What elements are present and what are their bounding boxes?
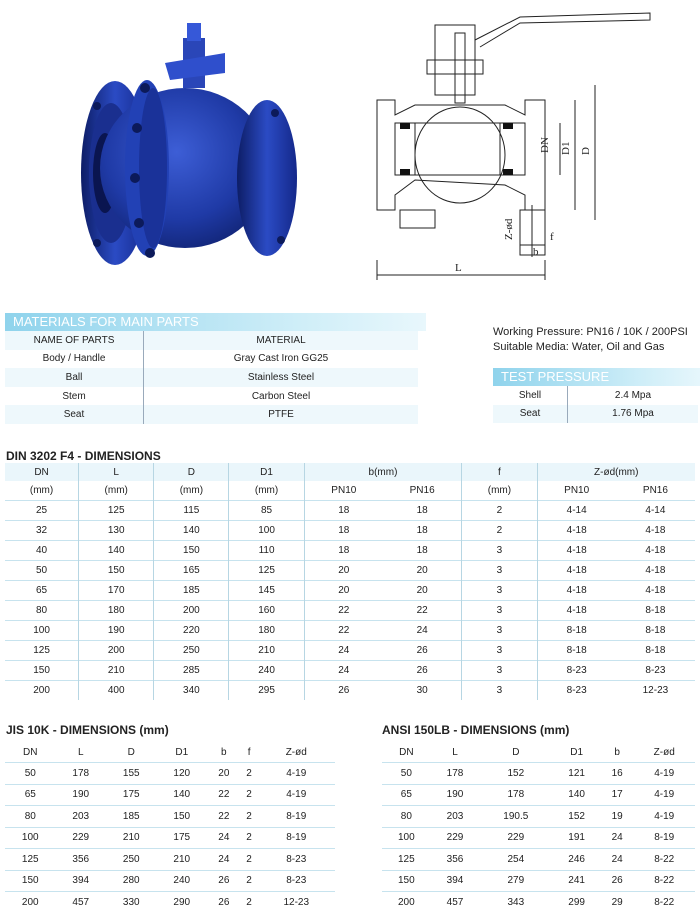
table-cell: 4-18: [616, 521, 695, 541]
table-cell: 100: [229, 521, 304, 541]
table-cell: 210: [79, 661, 154, 681]
table-cell: 3: [462, 641, 537, 661]
table-row: [5, 405, 418, 424]
table-cell: 8-18: [616, 601, 695, 621]
table-cell: 340: [154, 681, 229, 701]
table-cell: 18: [383, 501, 462, 521]
table-cell: 155: [106, 763, 157, 785]
table-cell: 8-19: [633, 827, 695, 849]
materials-title: MATERIALS FOR MAIN PARTS: [5, 313, 426, 331]
table-cell: 50: [5, 561, 79, 581]
table-cell: 18: [383, 521, 462, 541]
ansi-title: ANSI 150LB - DIMENSIONS (mm): [382, 723, 570, 737]
table-cell: 240: [229, 661, 304, 681]
table-cell: 18: [383, 541, 462, 561]
table-cell: 220: [154, 621, 229, 641]
drawing-label-f: f: [550, 231, 554, 243]
table-cell: 8-22: [633, 892, 695, 913]
table-cell: 19: [601, 806, 633, 828]
din-unit: (mm): [462, 481, 537, 501]
table-cell: 2: [241, 763, 258, 785]
table-cell: 4-18: [537, 541, 616, 561]
table-cell: 22: [304, 621, 383, 641]
test-value: 2.4 Mpa: [614, 389, 652, 401]
table-header-row: [382, 742, 695, 763]
table-cell: 4-18: [616, 541, 695, 561]
table-cell: 200: [5, 681, 79, 701]
table-row: [5, 641, 695, 661]
table-cell: 8-18: [537, 621, 616, 641]
table-row: [5, 368, 418, 387]
table-cell: 2: [241, 827, 258, 849]
table-cell: 210: [229, 641, 304, 661]
table-row: [5, 621, 695, 641]
table-cell: 8-23: [616, 661, 695, 681]
table-row: [382, 784, 695, 806]
materials-header-material: MATERIAL: [144, 331, 419, 350]
table-cell: 175: [157, 827, 208, 849]
table-cell: 343: [479, 892, 552, 913]
table-row: [5, 806, 335, 828]
table-row: [5, 827, 335, 849]
table-cell: 8-22: [633, 870, 695, 892]
table-row: [382, 806, 695, 828]
table-cell: 24: [207, 849, 241, 871]
ansi-dimensions-table: [382, 742, 695, 913]
drawing-label-l: L: [455, 262, 462, 274]
table-cell: 4-19: [258, 784, 336, 806]
table-cell: 140: [79, 541, 154, 561]
table-cell: 8-23: [537, 661, 616, 681]
table-cell: 26: [207, 870, 241, 892]
table-cell: 190: [431, 784, 480, 806]
jis-title: JIS 10K - DIMENSIONS (mm): [6, 723, 169, 737]
table-cell: 85: [229, 501, 304, 521]
table-row: [5, 763, 335, 785]
table-cell: 4-19: [633, 763, 695, 785]
table-cell: 8-19: [258, 806, 336, 828]
table-cell: 2: [241, 849, 258, 871]
ansi-col-header: L: [452, 746, 458, 758]
table-cell: 210: [106, 827, 157, 849]
table-cell: 185: [154, 581, 229, 601]
table-cell: 330: [106, 892, 157, 913]
table-row: [493, 386, 698, 405]
table-cell: 290: [157, 892, 208, 913]
table-cell: 4-18: [537, 561, 616, 581]
table-cell: 16: [601, 763, 633, 785]
table-cell: 24: [601, 849, 633, 871]
din-col-zod: Z-ød(mm): [537, 463, 695, 481]
table-cell: 200: [382, 892, 431, 913]
table-cell: 17: [601, 784, 633, 806]
table-cell: 8-19: [258, 827, 336, 849]
working-conditions: [493, 325, 698, 355]
table-cell: 246: [552, 849, 601, 871]
table-cell: 100: [5, 621, 79, 641]
din-title: DIN 3202 F4 - DIMENSIONS: [6, 449, 161, 463]
table-cell: 20: [383, 581, 462, 601]
table-cell: 29: [601, 892, 633, 913]
part-name: Seat: [5, 405, 144, 424]
drawing-label-d: D: [580, 147, 592, 155]
table-cell: 4-18: [616, 561, 695, 581]
jis-col-header: L: [77, 746, 84, 758]
table-cell: 3: [462, 621, 537, 641]
table-row: [5, 387, 418, 406]
table-header-row: [5, 463, 695, 481]
jis-dimensions-table: [5, 742, 335, 913]
table-cell: 394: [56, 870, 107, 892]
table-row: [5, 849, 335, 871]
table-cell: 178: [479, 784, 552, 806]
din-col-dn: DN: [5, 463, 79, 481]
table-cell: 4-19: [633, 784, 695, 806]
table-row: [5, 501, 695, 521]
table-cell: 3: [462, 681, 537, 701]
table-cell: 26: [601, 870, 633, 892]
table-cell: 356: [431, 849, 480, 871]
din-unit: (mm): [79, 481, 154, 501]
table-cell: 26: [304, 681, 383, 701]
table-cell: 125: [229, 561, 304, 581]
table-cell: 65: [382, 784, 431, 806]
ansi-col-header: D1: [570, 746, 584, 758]
table-row: [5, 541, 695, 561]
table-cell: 18: [304, 521, 383, 541]
table-subheader-row: [5, 481, 695, 501]
table-cell: 229: [479, 827, 552, 849]
table-header-row: [5, 742, 335, 763]
table-cell: 125: [5, 849, 56, 871]
table-cell: 20: [383, 561, 462, 581]
table-cell: 4-19: [258, 763, 336, 785]
part-name: Ball: [5, 368, 144, 387]
ball-valve-photo: [75, 18, 305, 273]
table-cell: 2: [462, 501, 537, 521]
table-cell: 22: [207, 784, 241, 806]
table-cell: 394: [431, 870, 480, 892]
din-unit: (mm): [154, 481, 229, 501]
table-cell: 125: [79, 501, 154, 521]
table-row: [5, 521, 695, 541]
part-material: Carbon Steel: [251, 390, 311, 402]
table-cell: 4-14: [537, 501, 616, 521]
table-cell: 150: [382, 870, 431, 892]
ansi-col-header: b: [614, 746, 620, 758]
table-cell: 241: [552, 870, 601, 892]
table-cell: 24: [601, 827, 633, 849]
table-cell: 24: [304, 641, 383, 661]
table-cell: 4-18: [537, 581, 616, 601]
ansi-col-header: D: [512, 746, 520, 758]
suitable-media: Suitable Media: Water, Oil and Gas: [493, 341, 665, 353]
materials-header-name: NAME OF PARTS: [5, 331, 144, 350]
table-cell: 4-18: [537, 521, 616, 541]
din-sub-pn10: PN10: [564, 485, 590, 496]
table-cell: 280: [106, 870, 157, 892]
table-cell: 26: [383, 641, 462, 661]
part-material: PTFE: [144, 405, 419, 424]
table-cell: 8-23: [258, 870, 336, 892]
table-cell: 115: [154, 501, 229, 521]
table-cell: 229: [431, 827, 480, 849]
table-cell: 2: [241, 892, 258, 913]
table-cell: 190: [79, 621, 154, 641]
table-cell: 26: [207, 892, 241, 913]
table-cell: 80: [5, 806, 56, 828]
table-cell: 12-23: [258, 892, 336, 913]
table-cell: 180: [79, 601, 154, 621]
table-cell: 140: [154, 521, 229, 541]
jis-col-header: Z-ød: [285, 746, 307, 758]
table-cell: 65: [5, 581, 79, 601]
din-unit: (mm): [5, 481, 79, 501]
table-row: [5, 581, 695, 601]
table-cell: 145: [229, 581, 304, 601]
table-row: [5, 331, 418, 350]
table-row: [382, 827, 695, 849]
drawing-label-zod: Z-ød: [503, 218, 515, 240]
table-cell: 457: [431, 892, 480, 913]
din-col-l: L: [79, 463, 154, 481]
table-cell: 8-18: [537, 641, 616, 661]
table-cell: 140: [157, 784, 208, 806]
drawing-label-b: b: [533, 246, 539, 258]
table-row: [5, 784, 335, 806]
din-sub-pn10: PN10: [331, 485, 357, 496]
table-cell: 3: [462, 601, 537, 621]
table-cell: 3: [462, 581, 537, 601]
table-cell: 240: [157, 870, 208, 892]
table-row: [5, 892, 335, 913]
ansi-col-header: DN: [399, 746, 414, 758]
table-cell: 2: [241, 870, 258, 892]
jis-col-header: f: [247, 746, 251, 758]
test-name: Shell: [493, 386, 568, 405]
table-cell: 250: [154, 641, 229, 661]
table-cell: 121: [552, 763, 601, 785]
din-col-f: f: [462, 463, 537, 481]
din-unit: (mm): [229, 481, 304, 501]
part-material: Stainless Steel: [144, 368, 419, 387]
table-cell: 120: [157, 763, 208, 785]
table-row: [5, 681, 695, 701]
table-cell: 30: [383, 681, 462, 701]
table-cell: 80: [5, 601, 79, 621]
table-cell: 8-22: [633, 849, 695, 871]
table-cell: 22: [304, 601, 383, 621]
table-cell: 3: [462, 661, 537, 681]
table-cell: 3: [462, 541, 537, 561]
din-col-d: D: [154, 463, 229, 481]
materials-table: [5, 331, 418, 424]
jis-col-header: D1: [175, 746, 189, 758]
table-cell: 200: [79, 641, 154, 661]
table-cell: 210: [157, 849, 208, 871]
table-cell: 203: [56, 806, 107, 828]
table-cell: 22: [383, 601, 462, 621]
table-cell: 191: [552, 827, 601, 849]
test-pressure-table: [493, 386, 698, 423]
table-cell: 26: [383, 661, 462, 681]
din-sub-pn16: PN16: [383, 481, 462, 501]
table-cell: 22: [207, 806, 241, 828]
jis-col-header: D: [127, 746, 135, 758]
table-cell: 150: [157, 806, 208, 828]
table-cell: 20: [304, 581, 383, 601]
table-cell: 152: [552, 806, 601, 828]
table-cell: 200: [154, 601, 229, 621]
table-cell: 80: [382, 806, 431, 828]
table-cell: 165: [154, 561, 229, 581]
table-row: [382, 849, 695, 871]
table-cell: 203: [431, 806, 480, 828]
table-cell: 24: [304, 661, 383, 681]
test-value: 1.76 Mpa: [568, 405, 699, 424]
table-cell: 2: [241, 784, 258, 806]
table-cell: 4-14: [616, 501, 695, 521]
table-cell: 12-23: [616, 681, 695, 701]
table-cell: 125: [5, 641, 79, 661]
table-cell: 178: [431, 763, 480, 785]
table-row: [5, 350, 418, 369]
din-col-d1: D1: [229, 463, 304, 481]
table-cell: 299: [552, 892, 601, 913]
table-row: [382, 763, 695, 785]
table-cell: 160: [229, 601, 304, 621]
table-cell: 24: [383, 621, 462, 641]
table-row: [5, 870, 335, 892]
table-cell: 20: [207, 763, 241, 785]
table-cell: 100: [5, 827, 56, 849]
part-name: Body / Handle: [5, 350, 144, 369]
jis-col-header: DN: [23, 746, 38, 758]
table-cell: 250: [106, 849, 157, 871]
table-cell: 150: [79, 561, 154, 581]
table-cell: 2: [462, 521, 537, 541]
table-cell: 18: [304, 501, 383, 521]
table-cell: 185: [106, 806, 157, 828]
table-cell: 32: [5, 521, 79, 541]
din-col-b: b(mm): [304, 463, 462, 481]
table-cell: 50: [5, 763, 56, 785]
table-cell: 8-18: [616, 621, 695, 641]
table-cell: 295: [229, 681, 304, 701]
table-cell: 4-19: [633, 806, 695, 828]
table-cell: 400: [79, 681, 154, 701]
table-cell: 25: [5, 501, 79, 521]
working-pressure: Working Pressure: PN16 / 10K / 200PSI: [493, 326, 688, 338]
table-cell: 254: [479, 849, 552, 871]
table-cell: 200: [5, 892, 56, 913]
table-row: [382, 892, 695, 913]
table-cell: 457: [56, 892, 107, 913]
table-cell: 285: [154, 661, 229, 681]
table-row: [5, 561, 695, 581]
table-cell: 8-23: [537, 681, 616, 701]
table-cell: 190: [56, 784, 107, 806]
table-cell: 18: [304, 541, 383, 561]
table-cell: 170: [79, 581, 154, 601]
table-cell: 229: [56, 827, 107, 849]
table-cell: 110: [229, 541, 304, 561]
table-cell: 3: [462, 561, 537, 581]
table-row: [5, 601, 695, 621]
drawing-label-dn: DN: [539, 137, 551, 153]
table-cell: 150: [5, 870, 56, 892]
table-cell: 50: [382, 763, 431, 785]
test-pressure-title: TEST PRESSURE: [493, 368, 700, 386]
table-cell: 150: [5, 661, 79, 681]
test-name: Seat: [493, 405, 568, 424]
table-cell: 4-18: [537, 601, 616, 621]
table-cell: 40: [5, 541, 79, 561]
ansi-col-header: Z-ød: [653, 746, 675, 758]
table-cell: 152: [479, 763, 552, 785]
part-name: Stem: [5, 387, 144, 406]
table-cell: 178: [56, 763, 107, 785]
table-cell: 65: [5, 784, 56, 806]
din-dimensions-table: [5, 463, 695, 700]
table-cell: 180: [229, 621, 304, 641]
table-cell: 8-23: [258, 849, 336, 871]
table-row: [382, 870, 695, 892]
part-material: Gray Cast Iron GG25: [233, 353, 329, 365]
table-cell: 356: [56, 849, 107, 871]
drawing-label-d1: D1: [560, 141, 572, 155]
table-cell: 279: [479, 870, 552, 892]
table-cell: 130: [79, 521, 154, 541]
table-cell: 8-18: [616, 641, 695, 661]
table-cell: 175: [106, 784, 157, 806]
table-cell: 150: [154, 541, 229, 561]
table-cell: 125: [382, 849, 431, 871]
table-cell: 4-18: [616, 581, 695, 601]
table-cell: 24: [207, 827, 241, 849]
table-cell: 20: [304, 561, 383, 581]
table-cell: 2: [241, 806, 258, 828]
din-sub-pn16: PN16: [642, 485, 668, 496]
jis-col-header: b: [221, 746, 227, 758]
table-cell: 140: [552, 784, 601, 806]
table-cell: 100: [382, 827, 431, 849]
valve-section-drawing: [355, 5, 655, 290]
table-row: [493, 405, 698, 424]
table-cell: 190.5: [479, 806, 552, 828]
table-row: [5, 661, 695, 681]
